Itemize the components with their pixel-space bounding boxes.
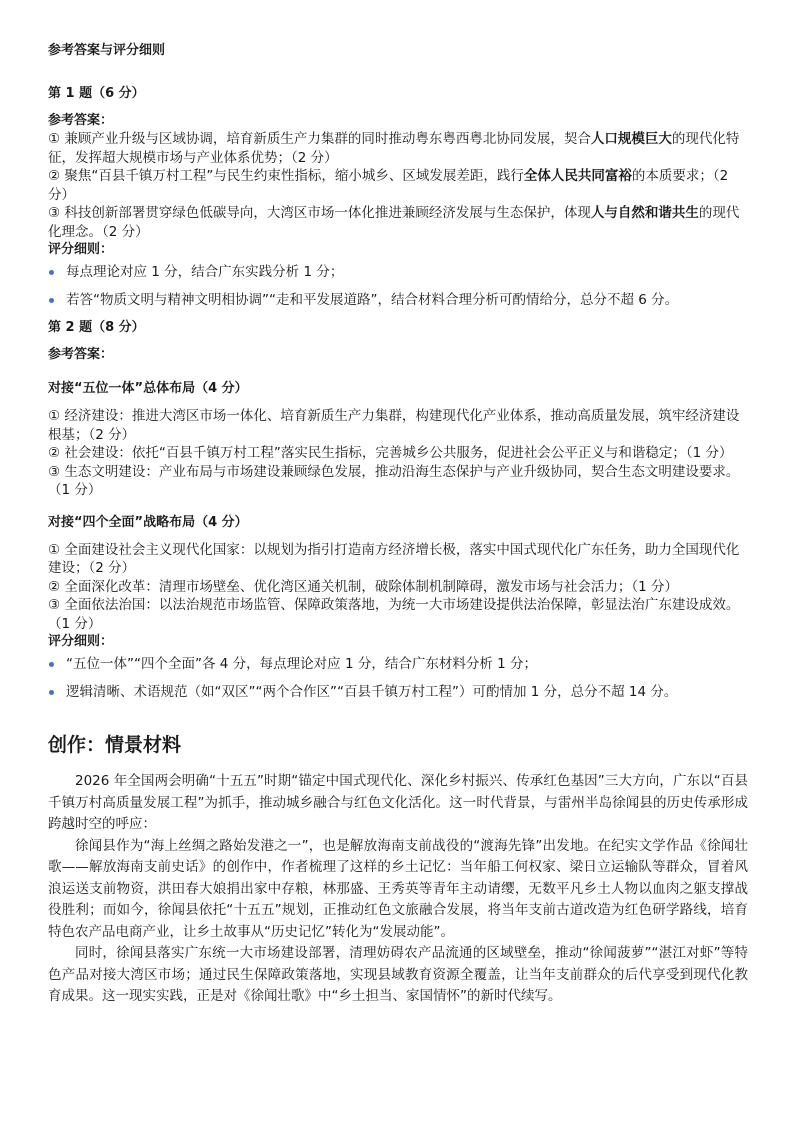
q1-answer-item: ① 兼顾产业升级与区域协调，培育新质生产力集群的同时推动粤东粤西粤北协同发展，契合人口规模巨大的现代化特征，发挥超大规模市场与产业体系优势；（2 分） bbox=[48, 131, 740, 166]
q2-subsection-title: 对接“四个全面”战略布局（4 分） bbox=[48, 514, 248, 530]
q2-answer-item: ③ 生态文明建设：产业布局与市场建设兼顾绿色发展，推动沿海生态保护与产业升级协同，契合生态文明建设要求。（1 分） bbox=[48, 463, 740, 498]
page-heading: 参考答案与评分细则 bbox=[48, 43, 166, 58]
question-1-rubric-label: 评分细则： bbox=[48, 242, 114, 257]
creation-title: 创作：情景材料 bbox=[48, 734, 182, 756]
creation-paragraph: 2026 年全国两会明确“十五五”时期“锚定中国式现代化、深化乡村振兴、传承红色基因”三大方向，广东以“百县千镇万村高质量发展工程”为抓手，推动城乡融合与红色文化活化。这一时代背景，与雷州半岛徐闻县的历史传承形成跨越时空的呼应： bbox=[48, 773, 748, 832]
q2-answer-item: ③ 全面依法治国：以法治规范市场监管、保障政策落地，为统一大市场建设提供法治保障，彰显法治广东建设成效。（1 分） bbox=[48, 597, 740, 632]
question-2-rubric-label: 评分细则： bbox=[48, 634, 114, 649]
q2-answer-item: ① 全面建设社会主义现代化国家：以规划为指引打造南方经济增长极，落实中国式现代化广东任务，助力全国现代化建设；（2 分） bbox=[48, 541, 740, 576]
bullet-dot-icon bbox=[49, 270, 54, 275]
q2-subsection-title: 对接“五位一体”总体布局（4 分） bbox=[48, 381, 248, 396]
q1-answer-item: ③ 科技创新部署贯穿绿色低碳导向，大湾区市场一体化推进兼顾经济发展与生态保护，体现人与自然和谐共生的现代化理念。（2 分） bbox=[48, 205, 740, 240]
rubric-bullet: 若答“物质文明与精神文明相协调”“走和平发展道路”，结合材料合理分析可酌情给分，总分不超 6 分。 bbox=[48, 291, 748, 309]
question-1-rubric-list bbox=[48, 263, 748, 309]
q2-answer-item: ② 全面深化改革：清理市场壁垒、优化湾区通关机制，破除体制机制障碍，激发市场与社会活力；（1 分） bbox=[48, 578, 679, 595]
document-page bbox=[48, 42, 748, 1008]
rubric-bullet: “五位一体”“四个全面”各 4 分，每点理论对应 1 分，结合广东材料分析 1 分； bbox=[48, 655, 748, 673]
question-2-title: 第 2 题（8 分） bbox=[48, 320, 145, 335]
bullet-dot-icon bbox=[49, 662, 54, 667]
question-2-answer-label: 参考答案： bbox=[48, 347, 114, 362]
q2-answer-item: ② 社会建设：依托“百县千镇万村工程”落实民生指标，完善城乡公共服务，促进社会公平正义与和谐稳定；（1 分） bbox=[48, 445, 733, 461]
bullet-dot-icon bbox=[49, 690, 54, 695]
creation-paragraph: 同时，徐闻县落实广东统一大市场建设部署，清理妨碍农产品流通的区域壁垒，推动“徐闻菠萝”“湛江对虾”等特色产品对接大湾区市场；通过民生保障政策落地，实现县域教育资源全覆盖，让当年支前群众的后代享受到现代化教育成果。这一现实实践，正是对《徐闻壮歌》中“乡土担当、家国情怀”的新时代续写。 bbox=[48, 945, 748, 1004]
q1-answer-item: ② 聚焦“百县千镇万村工程”与民生约束性指标，缩小城乡、区域发展差距，践行全体人民共同富裕的本质要求；（2 分） bbox=[48, 168, 729, 203]
rubric-bullet: 逻辑清晰、术语规范（如“双区”“两个合作区”“百县千镇万村工程”）可酌情加 1 分，总分不超 14 分。 bbox=[48, 683, 748, 701]
creation-section bbox=[48, 733, 748, 1008]
rubric-bullet: 每点理论对应 1 分，结合广东实践分析 1 分； bbox=[48, 263, 748, 281]
question-2-section bbox=[48, 319, 748, 701]
creation-paragraph: 徐闻县作为“海上丝绸之路始发港之一”，也是解放海南支前战役的“渡海先锋”出发地。在纪实文学作品《徐闻壮歌——解放海南支前史话》的创作中，作者梳理了这样的乡土记忆：当年船工何权家、梁日立运输队等群众，冒着风浪运送支前物资，洪田春大娘捐出家中存粮，林那盛、王秀英等青年主动请缨，无数平凡乡土人物以血肉之躯支撑战役胜利；而如今，徐闻县依托“十五五”规划，正推动红色文旅融合发展，将当年支前古道改造为红色研学路线，培育特色农产品电商产业，让乡土故事从“历史记忆”转化为“发展动能”。 bbox=[48, 837, 748, 940]
bullet-dot-icon bbox=[49, 298, 54, 303]
question-2-rubric-list bbox=[48, 655, 748, 701]
question-1-title: 第 1 题（6 分） bbox=[48, 86, 145, 101]
question-1-answer-label: 参考答案： bbox=[48, 113, 114, 128]
question-1-section bbox=[48, 85, 748, 309]
q2-answer-item: ① 经济建设：推进大湾区市场一体化、培育新质生产力集群，构建现代化产业体系，推动高质量发展，筑牢经济建设根基；（2 分） bbox=[48, 408, 740, 443]
